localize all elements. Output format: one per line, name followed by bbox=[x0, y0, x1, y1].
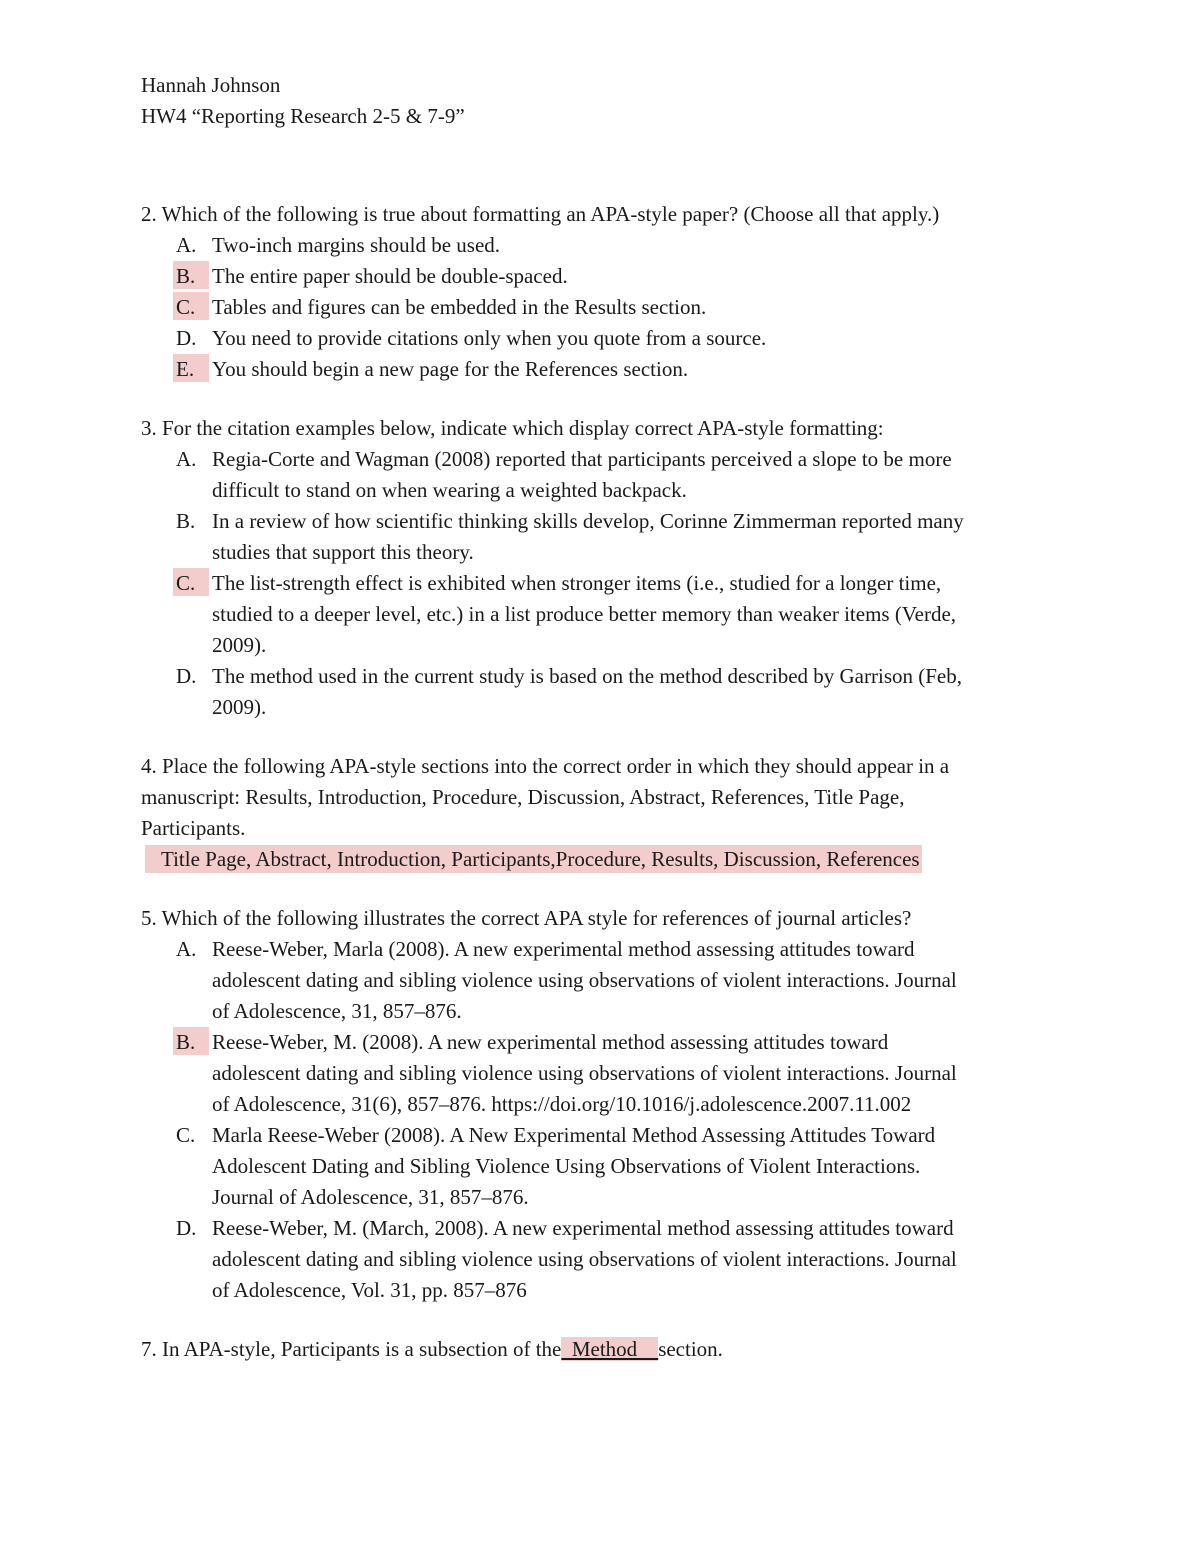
q5-option-b bbox=[141, 1027, 1071, 1120]
fill-in-blank-answer: Method bbox=[561, 1337, 659, 1361]
q2-option-c bbox=[141, 292, 1071, 323]
q3-option-b bbox=[141, 506, 1071, 568]
option-line: 2009). bbox=[212, 633, 267, 657]
option-line: Reese-Weber, M. (2008). A new experimental method assessing attitudes toward bbox=[212, 1030, 889, 1054]
option-letter: B. bbox=[176, 509, 196, 533]
q5-option-a bbox=[141, 934, 1071, 1027]
option-text: You should begin a new page for the References section. bbox=[212, 357, 689, 381]
option-letter: D. bbox=[176, 1216, 197, 1240]
question-2-prompt: 2. Which of the following is true about formatting an APA-style paper? (Choose all that apply.) bbox=[141, 202, 940, 226]
option-line: The list-strength effect is exhibited when stronger items (i.e., studied for a longer time, bbox=[212, 571, 942, 595]
option-line: 2009). bbox=[212, 695, 267, 719]
q2-option-b bbox=[141, 261, 1071, 292]
student-name: Hannah Johnson bbox=[141, 73, 281, 97]
question-7-suffix: section. bbox=[658, 1337, 723, 1361]
option-line: of Adolescence, 31(6), 857–876. https://doi.org/10.1016/j.adolescence.2007.11.002 bbox=[212, 1092, 912, 1116]
option-line: adolescent dating and sibling violence using observations of violent interactions. Journal bbox=[212, 1247, 957, 1271]
option-letter: A. bbox=[176, 233, 197, 257]
question-3-prompt: 3. For the citation examples below, indicate which display correct APA-style formatting: bbox=[141, 416, 884, 440]
assignment-title: HW4 “Reporting Research 2-5 & 7-9” bbox=[141, 104, 465, 128]
option-line: The method used in the current study is based on the method described by Garrison (Feb, bbox=[212, 664, 962, 688]
q3-option-c bbox=[141, 568, 1071, 661]
question-7 bbox=[141, 1334, 1071, 1365]
option-text: You need to provide citations only when you quote from a source. bbox=[212, 326, 767, 350]
question-4-prompt-line: Participants. bbox=[141, 816, 246, 840]
question-3 bbox=[141, 413, 1071, 723]
option-line: adolescent dating and sibling violence using observations of violent interactions. Journal bbox=[212, 1061, 957, 1085]
option-letter: A. bbox=[176, 937, 197, 961]
question-4-prompt-line: manuscript: Results, Introduction, Procedure, Discussion, Abstract, References, Title Page, bbox=[141, 785, 905, 809]
option-line: studies that support this theory. bbox=[212, 540, 474, 564]
document-page bbox=[141, 70, 1071, 1365]
option-line: of Adolescence, Vol. 31, pp. 857–876 bbox=[212, 1278, 527, 1302]
q3-option-a bbox=[141, 444, 1071, 506]
q5-option-c bbox=[141, 1120, 1071, 1213]
option-letter: D. bbox=[176, 664, 197, 688]
q2-option-d bbox=[141, 323, 1071, 354]
option-line: Marla Reese-Weber (2008). A New Experimental Method Assessing Attitudes Toward bbox=[212, 1123, 936, 1147]
option-line: Reese-Weber, Marla (2008). A new experimental method assessing attitudes toward bbox=[212, 937, 915, 961]
option-letter-selected: C. bbox=[173, 292, 209, 320]
q2-option-e bbox=[141, 354, 1071, 385]
option-text: Two-inch margins should be used. bbox=[212, 233, 501, 257]
option-line: Reese-Weber, M. (March, 2008). A new experimental method assessing attitudes toward bbox=[212, 1216, 954, 1240]
q3-option-d bbox=[141, 661, 1071, 723]
question-4-prompt-line: 4. Place the following APA-style sections into the correct order in which they should appear in a bbox=[141, 754, 950, 778]
option-line: Adolescent Dating and Sibling Violence Using Observations of Violent Interactions. bbox=[212, 1154, 921, 1178]
option-line: adolescent dating and sibling violence using observations of violent interactions. Journal bbox=[212, 968, 957, 992]
option-letter-selected: B. bbox=[173, 261, 209, 289]
option-line: Regia-Corte and Wagman (2008) reported that participants perceived a slope to be more bbox=[212, 447, 952, 471]
question-5 bbox=[141, 903, 1071, 1306]
option-line: of Adolescence, 31, 857–876. bbox=[212, 999, 462, 1023]
question-2 bbox=[141, 199, 1071, 385]
option-line: studied to a deeper level, etc.) in a list produce better memory than weaker items (Verde, bbox=[212, 602, 957, 626]
q2-option-a bbox=[141, 230, 1071, 261]
option-letter-selected: C. bbox=[173, 568, 209, 596]
option-letter-selected: B. bbox=[173, 1027, 209, 1055]
option-letter: C. bbox=[176, 1123, 196, 1147]
answer-highlight: Title Page, Abstract, Introduction, Participants,Procedure, Results, Discussion, References bbox=[145, 845, 922, 873]
question-5-prompt: 5. Which of the following illustrates the correct APA style for references of journal articles? bbox=[141, 906, 912, 930]
option-text: Tables and figures can be embedded in the Results section. bbox=[212, 295, 707, 319]
option-letter-selected: E. bbox=[173, 354, 209, 382]
option-text: The entire paper should be double-spaced. bbox=[212, 264, 568, 288]
q5-option-d bbox=[141, 1213, 1071, 1306]
option-line: difficult to stand on when wearing a weighted backpack. bbox=[212, 478, 687, 502]
option-line: In a review of how scientific thinking skills develop, Corinne Zimmerman reported many bbox=[212, 509, 964, 533]
option-line: Journal of Adolescence, 31, 857–876. bbox=[212, 1185, 529, 1209]
option-letter: A. bbox=[176, 447, 197, 471]
question-4 bbox=[141, 751, 1071, 875]
question-4-answer bbox=[141, 844, 1071, 875]
option-letter: D. bbox=[176, 326, 197, 350]
question-7-prefix: 7. In APA-style, Participants is a subsection of the bbox=[141, 1337, 562, 1361]
